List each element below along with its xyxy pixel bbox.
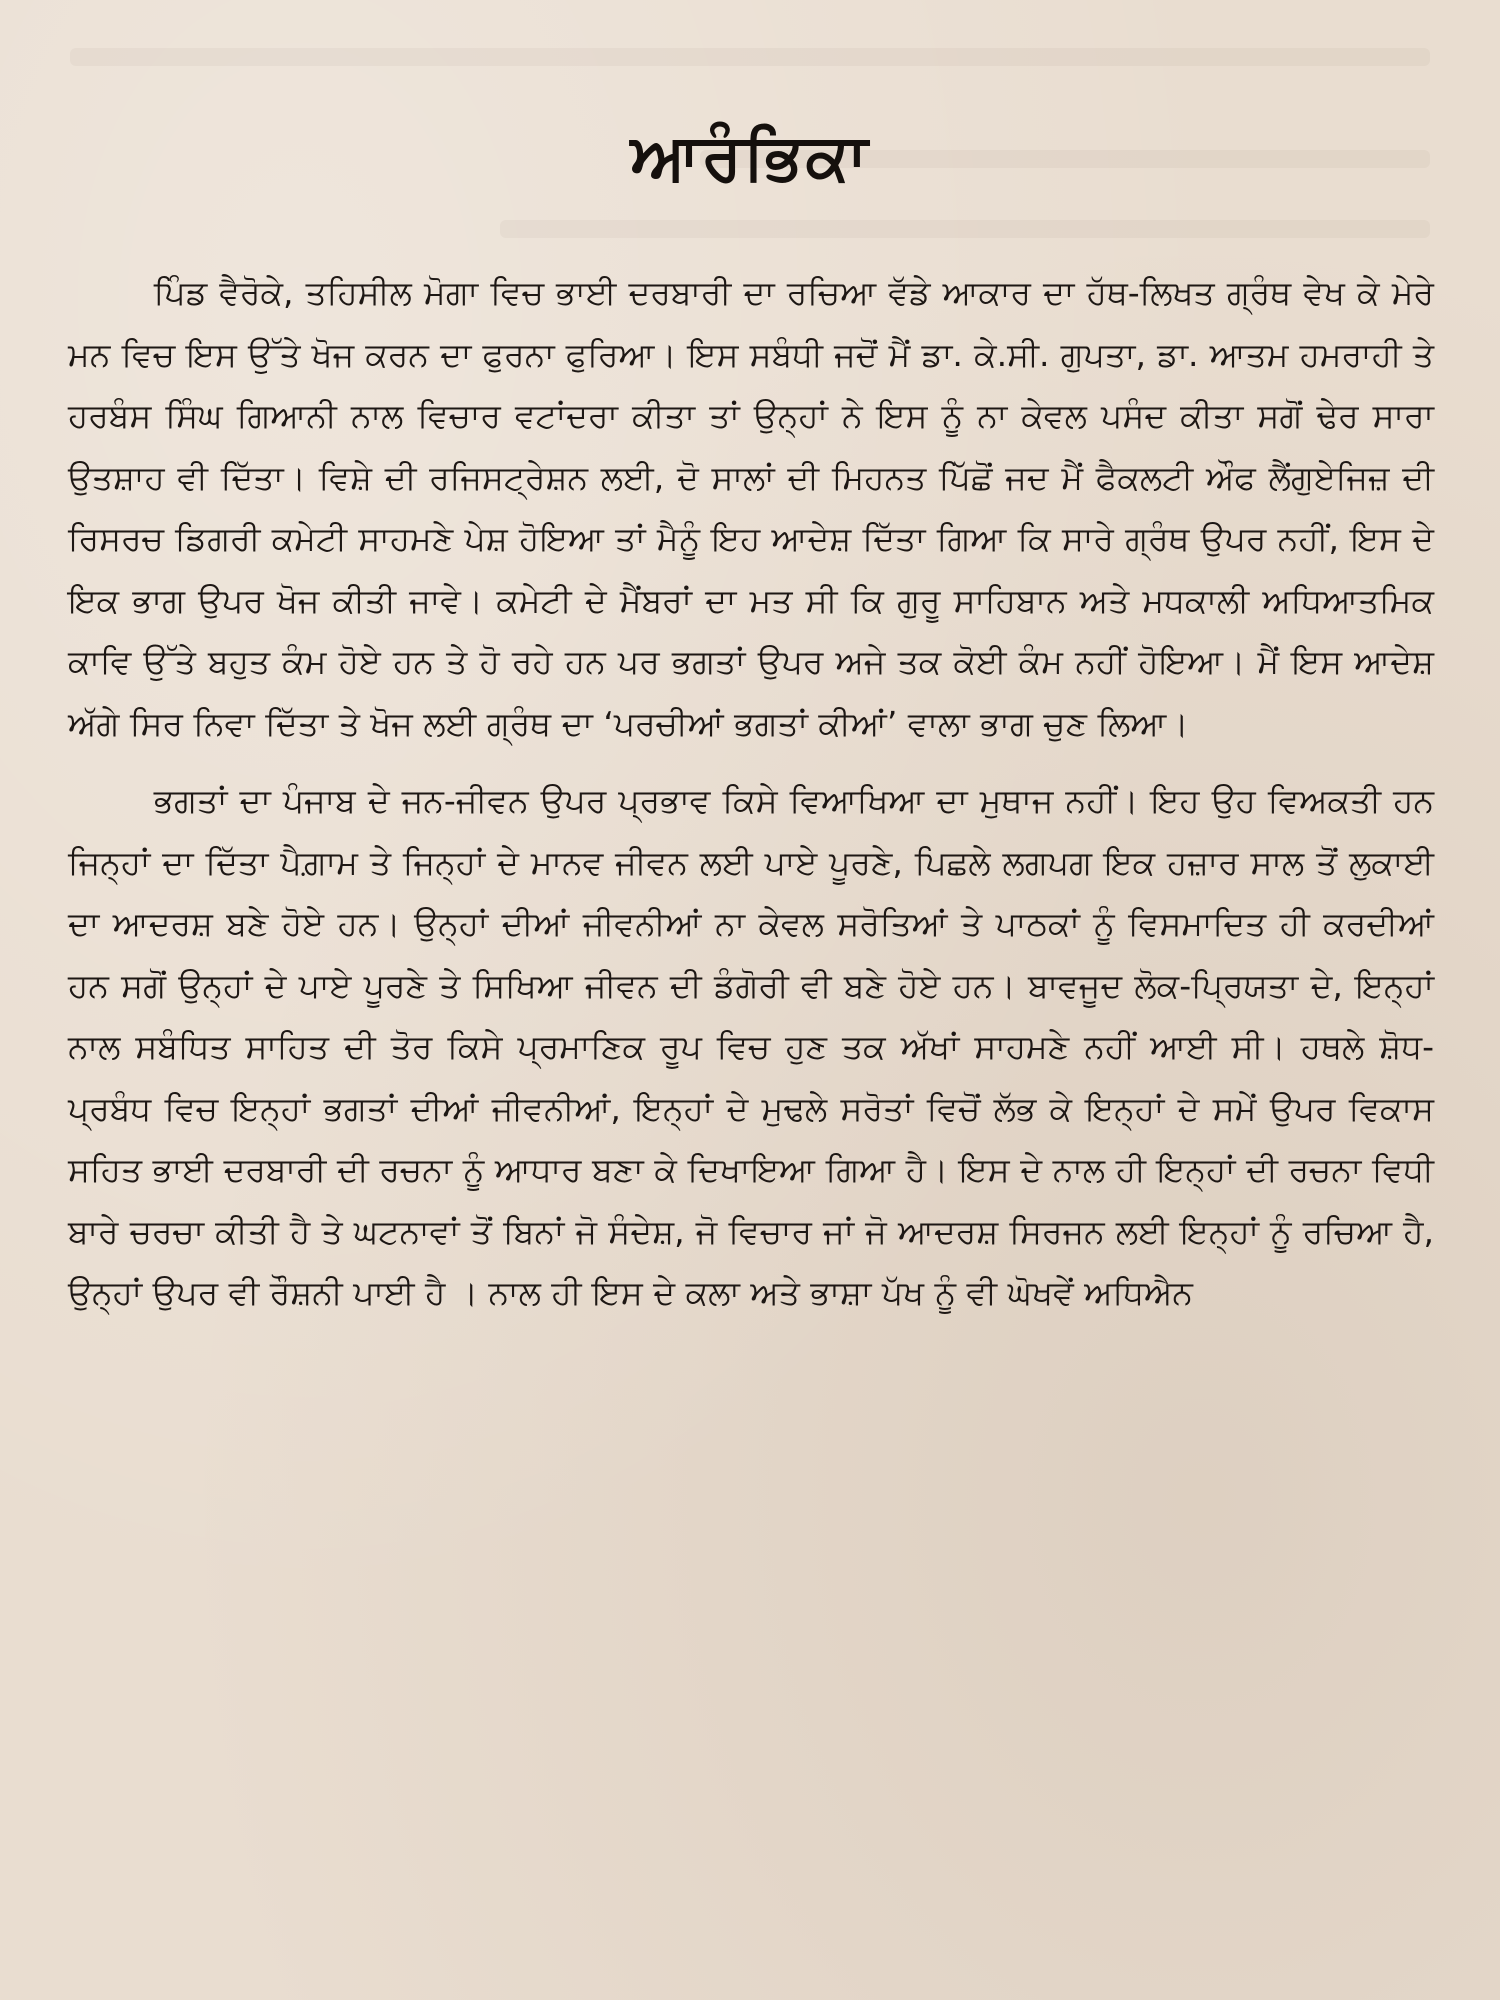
paragraph-1: ਪਿੰਡ ਵੈਰੋਕੇ, ਤਹਿਸੀਲ ਮੋਗਾ ਵਿਚ ਭਾਈ ਦਰਬਾਰੀ ਦਾ ਰਚਿਆ ਵੱਡੇ ਆਕਾਰ ਦਾ ਹੱਥ-ਲਿਖਤ ਗ੍ਰੰਥ ਵੇਖ ਕੇ ਮੇਰੇ ਮਨ ਵਿਚ ਇਸ ਉੱਤੇ ਖੋਜ ਕਰਨ ਦਾ ਫੁਰਨਾ ਫੁਰਿਆ। ਇਸ ਸਬੰਧੀ ਜਦੋਂ ਮੈਂ ਡਾ. ਕੇ.ਸੀ. ਗੁਪਤਾ, ਡਾ. ਆਤਮ ਹਮਰਾਹੀ ਤੇ ਹਰਬੰਸ ਸਿੰਘ ਗਿਆਨੀ ਨਾਲ ਵਿਚਾਰ ਵਟਾਂਦਰਾ ਕੀਤਾ ਤਾਂ ਉਨ੍ਹਾਂ ਨੇ ਇਸ ਨੂੰ ਨਾ ਕੇਵਲ ਪਸੰਦ ਕੀਤਾ ਸਗੋਂ ਢੇਰ ਸਾਰਾ ਉਤਸ਼ਾਹ ਵੀ ਦਿੱਤਾ। ਵਿਸ਼ੇ ਦੀ ਰਜਿਸਟ੍ਰੇਸ਼ਨ ਲਈ, ਦੋ ਸਾਲਾਂ ਦੀ ਮਿਹਨਤ ਪਿੱਛੋਂ ਜਦ ਮੈਂ ਫੈਕਲਟੀ ਔਫ ਲੈਂਗੁਏਜਿਜ਼ ਦੀ ਰਿਸਰਚ ਡਿਗਰੀ ਕਮੇਟੀ ਸਾਹਮਣੇ ਪੇਸ਼ ਹੋਇਆ ਤਾਂ ਮੈਨੂੰ ਇਹ ਆਦੇਸ਼ ਦਿੱਤਾ ਗਿਆ ਕਿ ਸਾਰੇ ਗ੍ਰੰਥ ਉਪਰ ਨਹੀਂ, ਇਸ ਦੇ ਇਕ ਭਾਗ ਉਪਰ ਖੋਜ ਕੀਤੀ ਜਾਵੇ। ਕਮੇਟੀ ਦੇ ਮੈਂਬਰਾਂ ਦਾ ਮਤ ਸੀ ਕਿ ਗੁਰੂ ਸਾਹਿਬਾਨ ਅਤੇ ਮਧਕਾਲੀ ਅਧਿਆਤਮਿਕ ਕਾਵਿ ਉੱਤੇ ਬਹੁਤ ਕੰਮ ਹੋਏ ਹਨ ਤੇ ਹੋ ਰਹੇ ਹਨ ਪਰ ਭਗਤਾਂ ਉਪਰ ਅਜੇ ਤਕ ਕੋਈ ਕੰਮ ਨਹੀਂ ਹੋਇਆ। ਮੈਂ ਇਸ ਆਦੇਸ਼ ਅੱਗੇ ਸਿਰ ਨਿਵਾ ਦਿੱਤਾ ਤੇ ਖੋਜ ਲਈ ਗ੍ਰੰਥ ਦਾ ‘ਪਰਚੀਆਂ ਭਗਤਾਂ ਕੀਆਂ’ ਵਾਲਾ ਭਾਗ ਚੁਣ ਲਿਆ। xyxy=(68,273,1434,743)
bleed-through-line xyxy=(70,48,1430,66)
bleed-through-line xyxy=(500,220,1430,238)
page-title: ਆਰੰਭਿਕਾ xyxy=(630,121,870,195)
paragraph-2: ਭਗਤਾਂ ਦਾ ਪੰਜਾਬ ਦੇ ਜਨ-ਜੀਵਨ ਉਪਰ ਪ੍ਰਭਾਵ ਕਿਸੇ ਵਿਆਖਿਆ ਦਾ ਮੁਥਾਜ ਨਹੀਂ। ਇਹ ਉਹ ਵਿਅਕਤੀ ਹਨ ਜਿਨ੍ਹਾਂ ਦਾ ਦਿੱਤਾ ਪੈਗ਼ਾਮ ਤੇ ਜਿਨ੍ਹਾਂ ਦੇ ਮਾਨਵ ਜੀਵਨ ਲਈ ਪਾਏ ਪੂਰਣੇ, ਪਿਛਲੇ ਲਗਪਗ ਇਕ ਹਜ਼ਾਰ ਸਾਲ ਤੋਂ ਲੁਕਾਈ ਦਾ ਆਦਰਸ਼ ਬਣੇ ਹੋਏ ਹਨ। ਉਨ੍ਹਾਂ ਦੀਆਂ ਜੀਵਨੀਆਂ ਨਾ ਕੇਵਲ ਸਰੋਤਿਆਂ ਤੇ ਪਾਠਕਾਂ ਨੂੰ ਵਿਸਮਾਦਿਤ ਹੀ ਕਰਦੀਆਂ ਹਨ ਸਗੋਂ ਉਨ੍ਹਾਂ ਦੇ ਪਾਏ ਪੂਰਣੇ ਤੇ ਸਿਖਿਆ ਜੀਵਨ ਦੀ ਡੰਗੋਰੀ ਵੀ ਬਣੇ ਹੋਏ ਹਨ। ਬਾਵਜੂਦ ਲੋਕ-ਪ੍ਰਿਯਤਾ ਦੇ, ਇਨ੍ਹਾਂ ਨਾਲ ਸਬੰਧਿਤ ਸਾਹਿਤ ਦੀ ਤੋਰ ਕਿਸੇ ਪ੍ਰਮਾਣਿਕ ਰੂਪ ਵਿਚ ਹੁਣ ਤਕ ਅੱਖਾਂ ਸਾਹਮਣੇ ਨਹੀਂ ਆਈ ਸੀ। ਹਥਲੇ ਸ਼ੋਧ-ਪ੍ਰਬੰਧ ਵਿਚ ਇਨ੍ਹਾਂ ਭਗਤਾਂ ਦੀਆਂ ਜੀਵਨੀਆਂ, ਇਨ੍ਹਾਂ ਦੇ ਮੁਢਲੇ ਸਰੋਤਾਂ ਵਿਚੋਂ ਲੱਭ ਕੇ ਇਨ੍ਹਾਂ ਦੇ ਸਮੇਂ ਉਪਰ ਵਿਕਾਸ ਸਹਿਤ ਭਾਈ ਦਰਬਾਰੀ ਦੀ ਰਚਨਾ ਨੂੰ ਆਧਾਰ ਬਣਾ ਕੇ ਦਿਖਾਇਆ ਗਿਆ ਹੈ। ਇਸ ਦੇ ਨਾਲ ਹੀ ਇਨ੍ਹਾਂ ਦੀ ਰਚਨਾ ਵਿਧੀ ਬਾਰੇ ਚਰਚਾ ਕੀਤੀ ਹੈ ਤੇ ਘਟਨਾਵਾਂ ਤੋਂ ਬਿਨਾਂ ਜੋ ਸੰਦੇਸ਼, ਜੋ ਵਿਚਾਰ ਜਾਂ ਜੋ ਆਦਰਸ਼ ਸਿਰਜਨ ਲਈ ਇਨ੍ਹਾਂ ਨੂੰ ਰਚਿਆ ਹੈ, ਉਨ੍ਹਾਂ ਉਪਰ ਵੀ ਰੌਸ਼ਨੀ ਪਾਈ ਹੈ । ਨਾਲ ਹੀ ਇਸ ਦੇ ਕਲਾ ਅਤੇ ਭਾਸ਼ਾ ਪੱਖ ਨੂੰ ਵੀ ਘੋਖਵੇਂ ਅਧਿਐਨ xyxy=(68,781,1434,1312)
body-text xyxy=(68,262,1434,1324)
